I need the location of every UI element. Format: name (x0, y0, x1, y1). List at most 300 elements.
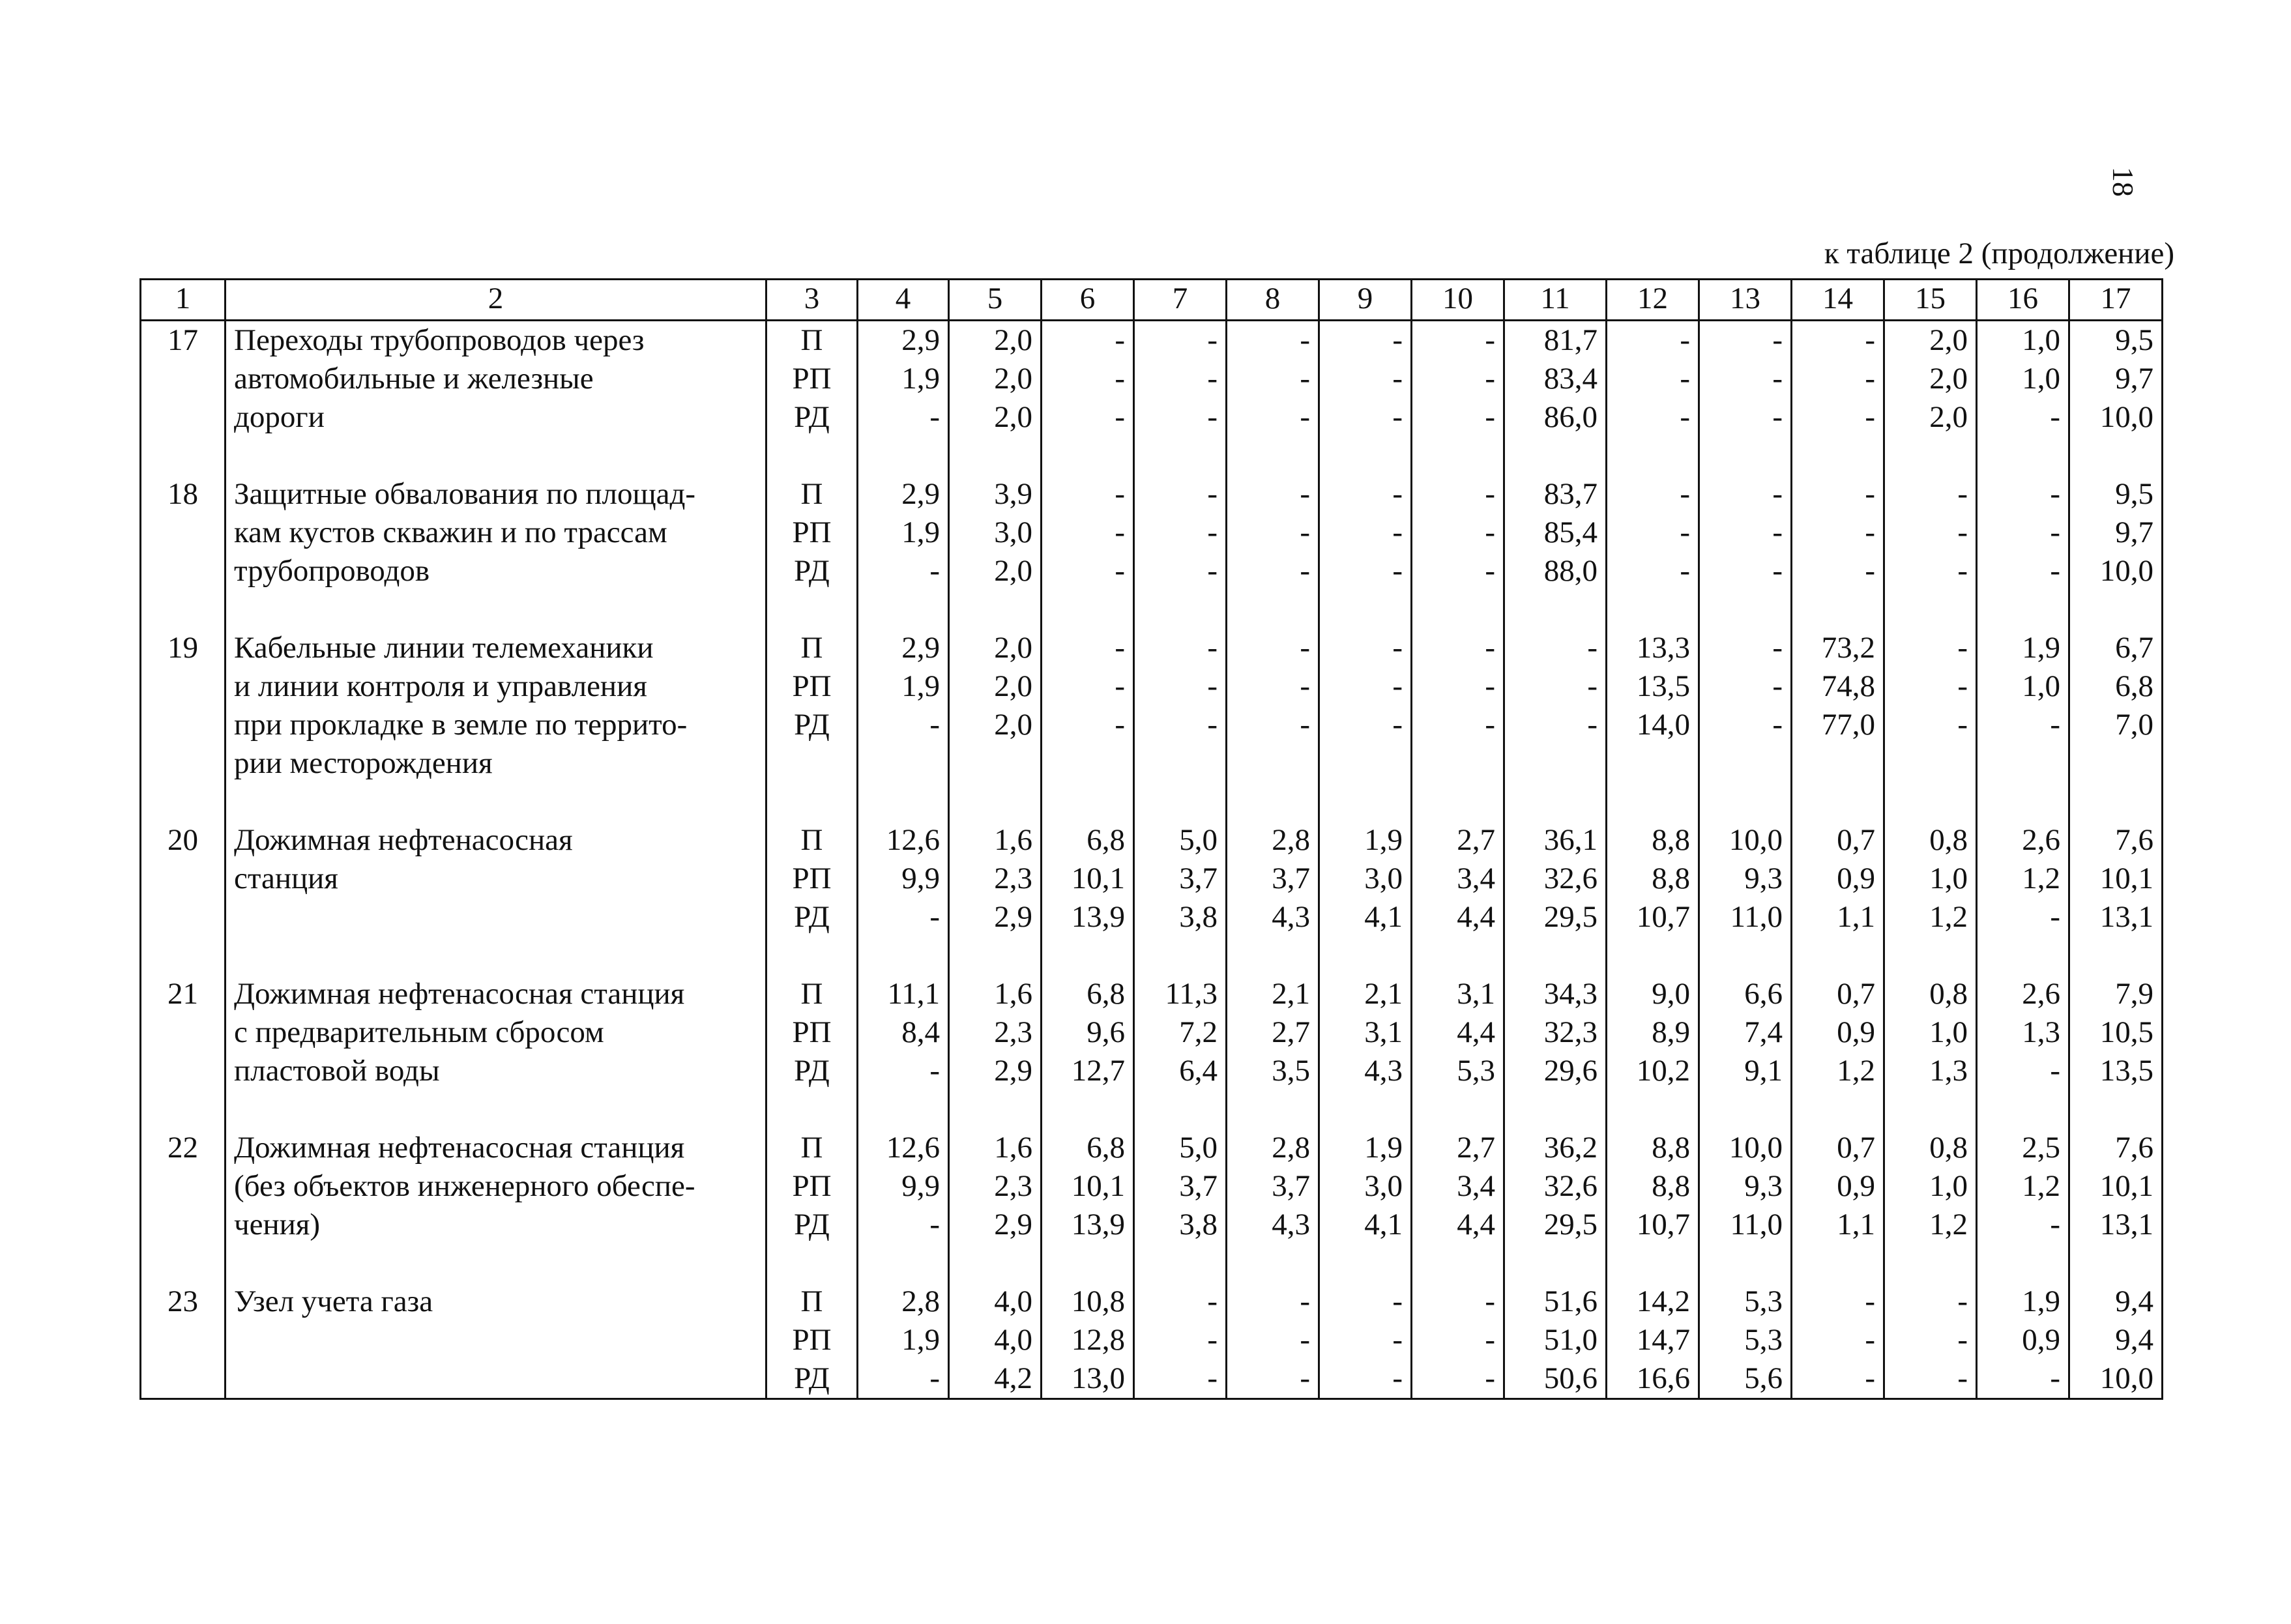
value: 3,8 (1179, 900, 1218, 934)
object-name-line: с предварительным сбросом (234, 1015, 604, 1049)
value: - (1485, 400, 1495, 434)
value: 10,0 (1729, 823, 1783, 857)
value-cell (858, 1129, 949, 1283)
value: 1,2 (1837, 1054, 1875, 1088)
column-header: 16 (1977, 280, 2069, 321)
value-cell (1792, 475, 1884, 629)
value: - (1865, 477, 1875, 511)
value: - (1957, 708, 1968, 742)
value: 1,0 (2022, 669, 2060, 703)
value: 8,8 (1652, 1131, 1690, 1165)
value: 86,0 (1543, 400, 1598, 434)
mode-label: РД (794, 708, 830, 742)
value: - (1300, 708, 1310, 742)
value: - (2050, 400, 2060, 434)
mode-label: П (800, 1284, 823, 1318)
value: - (1392, 708, 1403, 742)
value: 0,7 (1837, 977, 1875, 1011)
value-cell (1607, 821, 1699, 975)
value-cell (1227, 629, 1319, 821)
value: 10,1 (1071, 1169, 1125, 1203)
mode-label: РП (792, 1323, 832, 1357)
column-header: 1 (141, 280, 226, 321)
value: - (1957, 554, 1968, 588)
value: 74,8 (1821, 669, 1875, 703)
value-cell (1792, 975, 1884, 1129)
value: 10,1 (2099, 1169, 2153, 1203)
column-header: 17 (2069, 280, 2163, 321)
mode-label: П (800, 323, 823, 357)
column-header: 2 (226, 280, 766, 321)
value-cell (1412, 975, 1504, 1129)
value: - (1485, 669, 1495, 703)
value: 5,3 (1457, 1054, 1495, 1088)
value-cell (858, 629, 949, 821)
value: 10,1 (1071, 862, 1125, 895)
value: 3,0 (994, 515, 1032, 549)
value: 5,0 (1179, 1131, 1218, 1165)
value: 14,2 (1636, 1284, 1690, 1318)
value: - (1300, 669, 1310, 703)
value: 6,8 (1087, 977, 1125, 1011)
mode-cell (766, 1283, 858, 1399)
column-header: 4 (858, 280, 949, 321)
value: - (1115, 708, 1125, 742)
value: 2,1 (1364, 977, 1403, 1011)
object-name (226, 1129, 766, 1283)
value: - (2050, 554, 2060, 588)
value: - (1392, 362, 1403, 396)
mode-cell (766, 475, 858, 629)
value-cell (2069, 475, 2163, 629)
value-cell (949, 321, 1042, 476)
value-cell (1607, 1129, 1699, 1283)
value-cell (1319, 821, 1412, 975)
value: 1,9 (901, 669, 940, 703)
value: 6,7 (2115, 631, 2153, 665)
value: 81,7 (1543, 323, 1598, 357)
value-cell (1319, 1283, 1412, 1399)
mode-cell (766, 975, 858, 1129)
value: 1,9 (901, 1323, 940, 1357)
value: 3,8 (1179, 1208, 1218, 1241)
column-header: 12 (1607, 280, 1699, 321)
value: - (1865, 515, 1875, 549)
column-header: 5 (949, 280, 1042, 321)
value: 10,0 (2099, 400, 2153, 434)
value-cell (949, 1129, 1042, 1283)
value: 36,2 (1543, 1131, 1598, 1165)
value: 5,3 (1744, 1323, 1783, 1357)
value: 6,6 (1744, 977, 1783, 1011)
value: 2,7 (1457, 1131, 1495, 1165)
value-cell (1412, 321, 1504, 476)
value: 4,3 (1272, 1208, 1310, 1241)
value: 10,7 (1636, 1208, 1690, 1241)
value: 2,1 (1272, 977, 1310, 1011)
value: - (1207, 323, 1218, 357)
mode-cell (766, 629, 858, 821)
value: 11,0 (1730, 1208, 1783, 1241)
object-name (226, 629, 766, 821)
value-cell (1227, 475, 1319, 629)
mode-label: РП (792, 862, 832, 895)
value: 2,6 (2022, 823, 2060, 857)
value: - (1485, 1284, 1495, 1318)
value: - (1587, 631, 1598, 665)
value: 0,9 (2022, 1323, 2060, 1357)
value-cell (1607, 475, 1699, 629)
value-cell (1042, 629, 1134, 821)
value: 85,4 (1543, 515, 1598, 549)
value: - (1772, 631, 1783, 665)
value-cell (1134, 321, 1227, 476)
object-name-line: Узел учета газа (234, 1284, 433, 1318)
value: 7,9 (2115, 977, 2153, 1011)
value: - (1300, 631, 1310, 665)
value-cell (1884, 629, 1977, 821)
value-cell (2069, 1283, 2163, 1399)
value-cell (1699, 629, 1792, 821)
value: 3,0 (1364, 1169, 1403, 1203)
value: - (1300, 1361, 1310, 1395)
value-cell (1792, 1283, 1884, 1399)
value: - (1115, 631, 1125, 665)
value: 10,7 (1636, 900, 1690, 934)
value: - (1392, 631, 1403, 665)
value: - (1680, 400, 1690, 434)
value: 0,8 (1929, 977, 1968, 1011)
table-row (141, 321, 2163, 476)
value: - (929, 554, 940, 588)
value: - (929, 1054, 940, 1088)
value: 13,9 (1071, 900, 1125, 934)
value-cell (1699, 475, 1792, 629)
mode-label: РП (792, 362, 832, 396)
value-cell (1504, 629, 1607, 821)
value: 2,5 (2022, 1131, 2060, 1165)
value-cell (1227, 321, 1319, 476)
value: 3,1 (1457, 977, 1495, 1011)
value: 2,0 (994, 631, 1032, 665)
mode-label: РД (794, 1361, 830, 1395)
column-header: 9 (1319, 280, 1412, 321)
value: - (1680, 554, 1690, 588)
value: - (1115, 323, 1125, 357)
value: - (1485, 554, 1495, 588)
value: 2,8 (901, 1284, 940, 1318)
table-row (141, 475, 2163, 629)
value-cell (949, 475, 1042, 629)
row-number: 23 (141, 1283, 226, 1399)
value-cell (1134, 821, 1227, 975)
value: - (1772, 477, 1783, 511)
value: 2,0 (994, 323, 1032, 357)
object-name-line: кам кустов скважин и по трассам (234, 515, 667, 549)
object-name-line: Дожимная нефтенасосная станция (234, 977, 685, 1011)
value: 4,4 (1457, 900, 1495, 934)
value: 7,2 (1179, 1015, 1218, 1049)
value: - (1392, 1323, 1403, 1357)
object-name-line: Дожимная нефтенасосная (234, 823, 573, 857)
value: - (1865, 400, 1875, 434)
value: 10,0 (2099, 1361, 2153, 1395)
mode-label: РД (794, 400, 830, 434)
value: 32,6 (1543, 1169, 1598, 1203)
value: 11,1 (887, 977, 940, 1011)
value-cell (1504, 1283, 1607, 1399)
value: 29,6 (1543, 1054, 1598, 1088)
object-name-line: Защитные обвалования по площад- (234, 477, 696, 511)
value: 11,0 (1730, 900, 1783, 934)
value: 3,4 (1457, 862, 1495, 895)
object-name-line: Кабельные линии телемеханики (234, 631, 654, 665)
value: 1,9 (901, 362, 940, 396)
mode-label: П (800, 977, 823, 1011)
value: 3,4 (1457, 1169, 1495, 1203)
value: 2,0 (1929, 323, 1968, 357)
value-cell (1884, 321, 1977, 476)
row-number: 20 (141, 821, 226, 975)
value-cell (1977, 321, 2069, 476)
value: 9,4 (2115, 1323, 2153, 1357)
value: 3,7 (1179, 1169, 1218, 1203)
table-row (141, 821, 2163, 975)
value-cell (1607, 1283, 1699, 1399)
value-cell (1792, 321, 1884, 476)
value-cell (1504, 321, 1607, 476)
value-cell (1977, 821, 2069, 975)
value: 83,4 (1543, 362, 1598, 396)
value: 1,0 (1929, 1015, 1968, 1049)
value: 3,7 (1272, 862, 1310, 895)
value: 0,7 (1837, 1131, 1875, 1165)
value: 2,0 (994, 669, 1032, 703)
value: 2,6 (2022, 977, 2060, 1011)
value: - (1392, 400, 1403, 434)
object-name-line: автомобильные и железные (234, 362, 594, 396)
value: - (1207, 554, 1218, 588)
value: 0,9 (1837, 862, 1875, 895)
value: 3,0 (1364, 862, 1403, 895)
value: 4,0 (994, 1284, 1032, 1318)
mode-label: РП (792, 669, 832, 703)
value-cell (949, 821, 1042, 975)
object-name-line: Дожимная нефтенасосная станция (234, 1131, 685, 1165)
object-name-line: (без объектов инженерного обеспе- (234, 1169, 695, 1203)
value: - (1957, 631, 1968, 665)
value: - (1485, 708, 1495, 742)
value: - (2050, 477, 2060, 511)
value: 10,2 (1636, 1054, 1690, 1088)
value: 7,4 (1744, 1015, 1783, 1049)
value: - (1772, 400, 1783, 434)
value: 10,8 (1071, 1284, 1125, 1318)
column-header: 7 (1134, 280, 1227, 321)
value: 13,9 (1071, 1208, 1125, 1241)
value-cell (858, 975, 949, 1129)
value-cell (1042, 475, 1134, 629)
value: 2,0 (994, 708, 1032, 742)
object-name-line: дороги (234, 400, 325, 434)
value: 13,1 (2099, 1208, 2153, 1241)
value: 1,0 (2022, 323, 2060, 357)
value: 32,6 (1543, 862, 1598, 895)
value: 2,9 (994, 1054, 1032, 1088)
value: 51,6 (1543, 1284, 1598, 1318)
value: 0,8 (1929, 823, 1968, 857)
value: - (1115, 554, 1125, 588)
value: 8,8 (1652, 862, 1690, 895)
value: - (1392, 515, 1403, 549)
object-name-line: Переходы трубопроводов через (234, 323, 645, 357)
value: 2,9 (901, 477, 940, 511)
value: 9,1 (1744, 1054, 1783, 1088)
value: 7,6 (2115, 823, 2153, 857)
value: 12,6 (886, 1131, 940, 1165)
value: 9,5 (2115, 477, 2153, 511)
value: - (1300, 1284, 1310, 1318)
value: 9,4 (2115, 1284, 2153, 1318)
value-cell (1227, 1283, 1319, 1399)
value: - (1207, 1361, 1218, 1395)
value-cell (1134, 475, 1227, 629)
value: 1,9 (1364, 823, 1403, 857)
value: 4,1 (1364, 1208, 1403, 1241)
value-cell (1042, 821, 1134, 975)
value: 13,0 (1071, 1361, 1125, 1395)
value: - (2050, 1361, 2060, 1395)
value: - (1207, 669, 1218, 703)
value: - (1865, 362, 1875, 396)
value: - (1865, 554, 1875, 588)
value: 36,1 (1543, 823, 1598, 857)
value: - (1207, 631, 1218, 665)
value: 13,3 (1636, 631, 1690, 665)
mode-label: П (800, 1131, 823, 1165)
mode-label: РП (792, 1015, 832, 1049)
mode-cell (766, 1129, 858, 1283)
value: 29,5 (1543, 900, 1598, 934)
table-caption: к таблице 2 (продолжение) (1824, 237, 2174, 270)
value: 1,9 (2022, 1284, 2060, 1318)
value: 1,1 (1837, 1208, 1875, 1241)
value: 6,8 (1087, 1131, 1125, 1165)
value-cell (1319, 321, 1412, 476)
value: - (1115, 362, 1125, 396)
value-cell (1134, 1129, 1227, 1283)
value: 1,3 (2022, 1015, 2060, 1049)
value-cell (1699, 321, 1792, 476)
value-cell (949, 975, 1042, 1129)
value: - (1957, 1361, 1968, 1395)
value: - (929, 1361, 940, 1395)
value-cell (1699, 975, 1792, 1129)
value: - (1957, 1284, 1968, 1318)
table-row (141, 629, 2163, 821)
value: - (2050, 515, 2060, 549)
value: 12,7 (1071, 1054, 1125, 1088)
value: 9,3 (1744, 1169, 1783, 1203)
object-name-line: при прокладке в земле по террито- (234, 708, 688, 742)
value-cell (1792, 629, 1884, 821)
mode-label: РД (794, 554, 830, 588)
value: 2,3 (994, 862, 1032, 895)
value-cell (858, 321, 949, 476)
value: 3,7 (1179, 862, 1218, 895)
value: - (1865, 1323, 1875, 1357)
value: - (1485, 631, 1495, 665)
value: - (1207, 708, 1218, 742)
value: - (929, 1208, 940, 1241)
row-number: 19 (141, 629, 226, 821)
value: 1,0 (1929, 862, 1968, 895)
value: - (1392, 669, 1403, 703)
value-cell (858, 1283, 949, 1399)
value: 1,2 (1929, 1208, 1968, 1241)
column-header: 15 (1884, 280, 1977, 321)
value-cell (1884, 475, 1977, 629)
value: 0,7 (1837, 823, 1875, 857)
value: 2,0 (1929, 400, 1968, 434)
value: 2,0 (994, 400, 1032, 434)
object-name (226, 975, 766, 1129)
value: - (2050, 708, 2060, 742)
value: 10,1 (2099, 862, 2153, 895)
value-cell (1227, 975, 1319, 1129)
row-number: 22 (141, 1129, 226, 1283)
value-cell (1792, 821, 1884, 975)
value: 2,9 (901, 323, 940, 357)
table-body (141, 321, 2163, 1399)
table-row (141, 975, 2163, 1129)
column-header: 10 (1412, 280, 1504, 321)
value-cell (1977, 1129, 2069, 1283)
value: - (1485, 1323, 1495, 1357)
value: 9,6 (1087, 1015, 1125, 1049)
value: - (1207, 1323, 1218, 1357)
value: 83,7 (1543, 477, 1598, 511)
value: - (929, 708, 940, 742)
value: 4,0 (994, 1323, 1032, 1357)
value: 1,9 (1364, 1131, 1403, 1165)
mode-label: РД (794, 1208, 830, 1241)
value: - (1207, 400, 1218, 434)
row-number: 21 (141, 975, 226, 1129)
value: - (1957, 515, 1968, 549)
value-cell (1134, 629, 1227, 821)
mode-label: П (800, 477, 823, 511)
value: - (2050, 1208, 2060, 1241)
value-cell (2069, 975, 2163, 1129)
value-cell (1884, 821, 1977, 975)
value: - (1485, 515, 1495, 549)
value: 29,5 (1543, 1208, 1598, 1241)
value: 2,7 (1272, 1015, 1310, 1049)
value: - (1865, 1284, 1875, 1318)
object-name-line: чения) (234, 1208, 321, 1241)
value: 3,5 (1272, 1054, 1310, 1088)
value: 1,6 (994, 977, 1032, 1011)
value: 88,0 (1543, 554, 1598, 588)
value: 9,7 (2115, 515, 2153, 549)
value: 5,3 (1744, 1284, 1783, 1318)
value: 3,1 (1364, 1015, 1403, 1049)
value: - (1392, 1284, 1403, 1318)
column-header: 14 (1792, 280, 1884, 321)
value: - (1115, 400, 1125, 434)
value: - (1300, 323, 1310, 357)
